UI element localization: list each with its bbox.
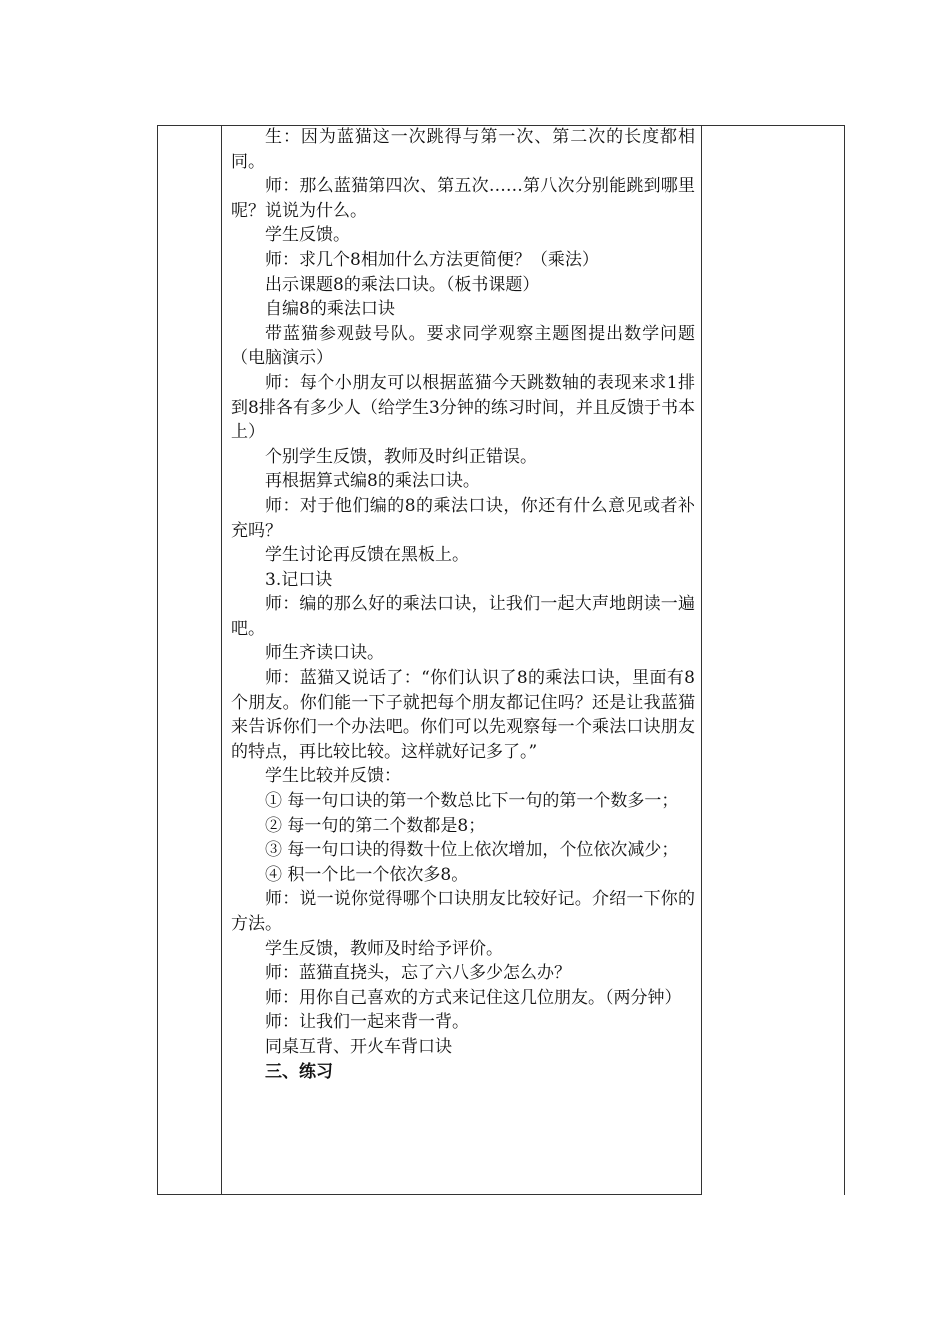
paragraph: 师：那么蓝猫第四次、第五次……第八次分别能跳到哪里呢？说说为什么。 (231, 176, 695, 221)
paragraph: 师：求几个8相加什么方法更简便？（乘法） (265, 249, 599, 270)
paragraph: 学生反馈。 (265, 225, 350, 246)
paragraph: 学生讨论再反馈在黑板上。 (265, 545, 469, 566)
list-item: ③ 每一句口诀的得数十位上依次增加，个位依次减少； (265, 840, 679, 861)
paragraph: 师：每个小朋友可以根据蓝猫今天跳数轴的表现来求1排到8排各有多少人（给学生3分钟的练习时间，并且反馈于书本上） (231, 372, 695, 443)
paragraph: 师：让我们一起来背一背。 (265, 1012, 469, 1033)
paragraph: 师：蓝猫直挠头，忘了六八多少怎么办？ (265, 963, 571, 984)
list-item: ④ 积一个比一个依次多8。 (265, 864, 469, 885)
paragraph: 师生齐读口诀。 (265, 643, 384, 664)
paragraph: 师：蓝猫又说话了：“你们认识了8的乘法口诀，里面有8个朋友。你们能一下子就把每个朋友都记住吗？还是让我蓝猫来告诉你们一个办法吧。你们可以先观察每一个乘法口诀朋友的特点，再比较比较。这样就好记多了。” (231, 668, 695, 762)
table-right-border (844, 125, 845, 1195)
paragraph: 个别学生反馈，教师及时纠正错误。 (265, 446, 537, 467)
table-column-divider-2 (701, 125, 702, 1195)
table-bottom-border (157, 1194, 702, 1195)
paragraph: 生：因为蓝猫这一次跳得与第一次、第二次的长度都相同。 (231, 127, 695, 172)
paragraph: 出示课题8的乘法口诀。（板书课题） (265, 274, 540, 295)
table-column-divider-1 (221, 125, 222, 1195)
paragraph: 师：编的那么好的乘法口诀，让我们一起大声地朗读一遍吧。 (231, 594, 695, 639)
paragraph: 师：对于他们编的8的乘法口诀，你还有什么意见或者补充吗？ (231, 495, 695, 541)
paragraph: 带蓝猫参观鼓号队。要求同学观察主题图提出数学问题（电脑演示） (231, 323, 695, 369)
paragraph: 同桌互背、开火车背口诀 (265, 1036, 452, 1057)
list-item: ① 每一句口诀的第一个数总比下一句的第一个数多一； (265, 791, 679, 812)
list-item: ② 每一句的第二个数都是8； (265, 815, 486, 836)
paragraph: 师：说一说你觉得哪个口诀朋友比较好记。介绍一下你的方法。 (231, 889, 695, 934)
table-left-border (157, 125, 158, 1195)
paragraph: 师：用你自己喜欢的方式来记住这几位朋友。（两分钟） (265, 987, 682, 1008)
section-heading: 3.记口诀 (265, 569, 333, 590)
paragraph: 学生比较并反馈： (265, 766, 401, 787)
lesson-content-cell (231, 125, 695, 1084)
paragraph: 再根据算式编8的乘法口诀。 (265, 471, 480, 492)
paragraph: 学生反馈，教师及时给予评价。 (265, 938, 503, 959)
paragraph: 自编8的乘法口诀 (265, 299, 395, 320)
section-heading: 三、练习 (265, 1061, 333, 1082)
